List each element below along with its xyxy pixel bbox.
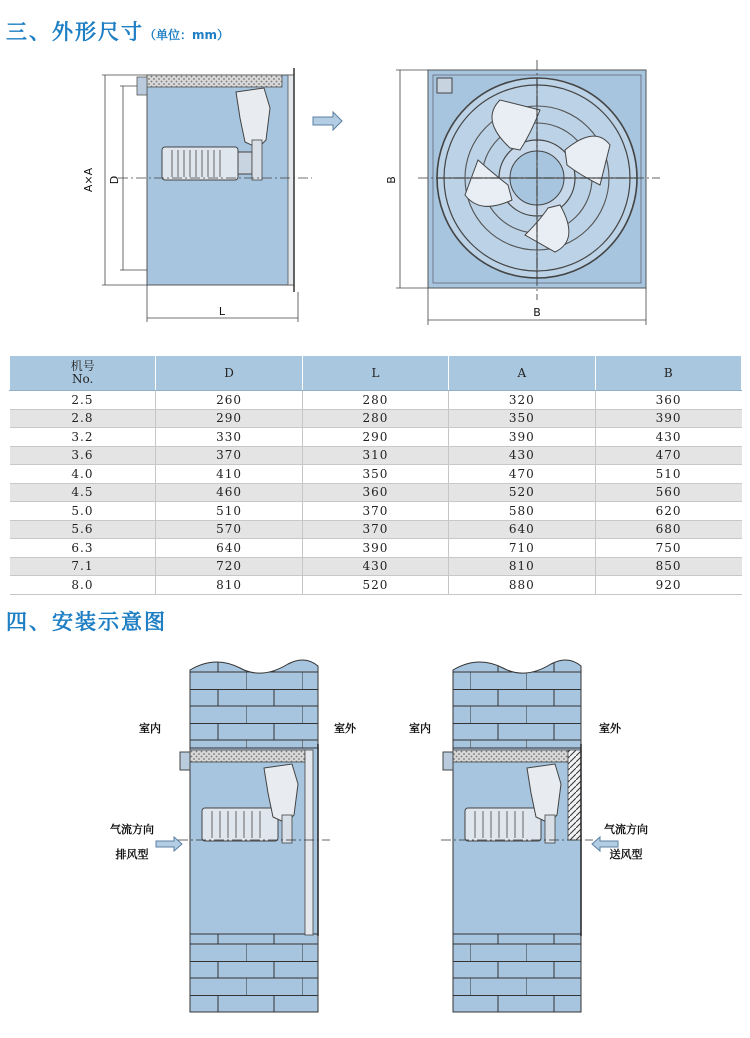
cell-model: 2.5 — [10, 391, 156, 410]
cell-b: 560 — [595, 483, 741, 502]
cell-d: 370 — [156, 446, 302, 465]
cell-l: 350 — [302, 465, 448, 484]
label-outdoor-left: 室外 — [334, 722, 356, 735]
cell-d: 460 — [156, 483, 302, 502]
table-row — [10, 557, 742, 576]
cell-l: 370 — [302, 502, 448, 521]
header-d: D — [156, 356, 302, 391]
cell-a: 880 — [449, 576, 595, 595]
label-airflow-right: 气流方向 — [604, 823, 648, 836]
cell-b: 390 — [595, 409, 741, 428]
cell-a: 430 — [449, 446, 595, 465]
table-row — [10, 446, 742, 465]
header-b: B — [595, 356, 741, 391]
cell-a: 580 — [449, 502, 595, 521]
cell-a: 470 — [449, 465, 595, 484]
cell-b: 620 — [595, 502, 741, 521]
cell-l: 390 — [302, 539, 448, 558]
cell-b: 850 — [595, 557, 741, 576]
section-4-heading — [6, 606, 167, 636]
cell-model: 3.2 — [10, 428, 156, 447]
table-row — [10, 576, 742, 595]
cell-l: 520 — [302, 576, 448, 595]
section-3-heading — [6, 16, 229, 46]
installation-diagrams — [0, 655, 750, 1038]
cell-model: 6.3 — [10, 539, 156, 558]
label-indoor-right: 室内 — [409, 722, 431, 735]
cell-model: 4.0 — [10, 465, 156, 484]
label-b-side: B — [385, 176, 398, 184]
table-row — [10, 428, 742, 447]
label-l: L — [218, 305, 226, 318]
cell-d: 330 — [156, 428, 302, 447]
label-airflow-left: 气流方向 — [110, 823, 154, 836]
cell-d: 510 — [156, 502, 302, 521]
cell-model: 7.1 — [10, 557, 156, 576]
cell-model: 4.5 — [10, 483, 156, 502]
table-row — [10, 520, 742, 539]
header-model — [10, 356, 156, 391]
cell-a: 350 — [449, 409, 595, 428]
cell-l: 280 — [302, 409, 448, 428]
view-arrow-icon — [313, 112, 342, 130]
label-outdoor-right: 室外 — [599, 722, 621, 735]
label-type-exhaust: 排风型 — [115, 848, 149, 861]
table-row — [10, 409, 742, 428]
cell-model: 3.6 — [10, 446, 156, 465]
cell-b: 920 — [595, 576, 741, 595]
cell-a: 640 — [449, 520, 595, 539]
exhaust-install-diagram — [110, 660, 357, 1012]
cell-d: 640 — [156, 539, 302, 558]
cell-d: 260 — [156, 391, 302, 410]
airflow-arrow-icon — [156, 837, 182, 851]
cell-model: 5.6 — [10, 520, 156, 539]
cell-model: 8.0 — [10, 576, 156, 595]
dimension-table — [9, 355, 742, 595]
header-a: A — [449, 356, 595, 391]
table-row — [10, 502, 742, 521]
cell-a: 810 — [449, 557, 595, 576]
section-4-title: 四、安装示意图 — [6, 610, 167, 634]
cell-a: 320 — [449, 391, 595, 410]
cell-l: 290 — [302, 428, 448, 447]
header-l: L — [302, 356, 448, 391]
cell-a: 390 — [449, 428, 595, 447]
table-row — [10, 539, 742, 558]
section-3-unit: （单位：mm） — [144, 28, 230, 42]
cell-l: 310 — [302, 446, 448, 465]
table-row — [10, 465, 742, 484]
cell-d: 810 — [156, 576, 302, 595]
motor-illustration — [162, 147, 252, 180]
cell-l: 430 — [302, 557, 448, 576]
cell-model: 5.0 — [10, 502, 156, 521]
cell-b: 680 — [595, 520, 741, 539]
cell-d: 290 — [156, 409, 302, 428]
label-type-supply: 送风型 — [609, 848, 643, 861]
cell-b: 510 — [595, 465, 741, 484]
cell-l: 360 — [302, 483, 448, 502]
cell-b: 750 — [595, 539, 741, 558]
label-b-bottom: B — [533, 306, 541, 319]
supply-install-diagram — [409, 660, 648, 1012]
outline-dimension-drawings — [0, 55, 750, 345]
cell-a: 710 — [449, 539, 595, 558]
label-axa: A×A — [82, 167, 95, 193]
label-indoor-left: 室内 — [139, 722, 161, 735]
label-d: D — [108, 175, 121, 185]
table-header-row — [10, 356, 742, 391]
table-row — [10, 391, 742, 410]
cell-b: 360 — [595, 391, 741, 410]
cell-a: 520 — [449, 483, 595, 502]
cell-d: 410 — [156, 465, 302, 484]
cell-b: 430 — [595, 428, 741, 447]
header-model-text: 机号 No. — [70, 359, 95, 386]
front-view-drawing — [385, 60, 660, 325]
cell-l: 280 — [302, 391, 448, 410]
cell-d: 720 — [156, 557, 302, 576]
side-view-drawing — [82, 68, 312, 322]
cell-l: 370 — [302, 520, 448, 539]
cell-d: 570 — [156, 520, 302, 539]
cell-model: 2.8 — [10, 409, 156, 428]
table-row — [10, 483, 742, 502]
section-3-title: 三、外形尺寸 — [6, 20, 144, 44]
cell-b: 470 — [595, 446, 741, 465]
